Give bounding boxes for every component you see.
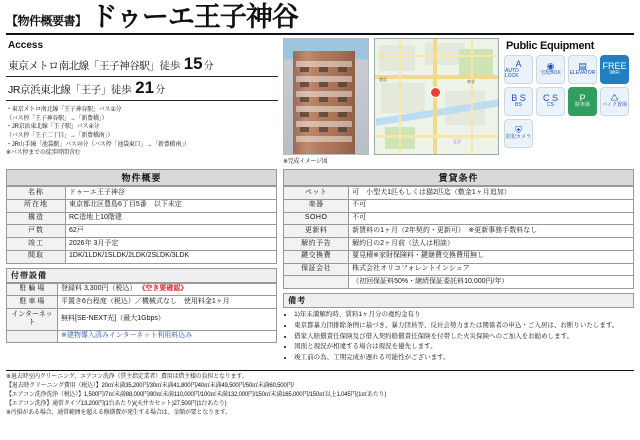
access-line-text: JR京浜東北線「王子」徒歩 <box>8 84 132 96</box>
bike-parking-icon <box>600 87 629 116</box>
table-row <box>284 238 634 251</box>
term-value: 解約日の2ヶ月前（法人は相談） <box>349 238 634 251</box>
access-note: ・JR京浜東北線「王子駅」バス④分 <box>6 124 100 131</box>
table-row <box>7 330 277 343</box>
delivery-box-glyph: ◉ <box>546 61 555 72</box>
access-line-text: 東京メトロ南北線「王子神谷駅」徒歩 <box>8 60 180 72</box>
table-row <box>7 225 277 238</box>
building-photo <box>283 38 369 155</box>
parking-glyph: P <box>579 93 586 104</box>
term-key: 保証会社 <box>284 263 349 276</box>
access-note: ・東京メトロ南北線「王子神谷駅」バス②分 <box>6 107 122 113</box>
auto-lock-icon <box>504 55 533 84</box>
overview-key: 竣工 <box>7 238 66 251</box>
footer-line: 【退去時クリーニング費用（税込）】20㎡未満35,200円/30㎡未満41,800円/40㎡未満49,500円/50㎡未満60,500円/ <box>6 382 294 389</box>
title-tag: 【物件概要書】 <box>6 14 87 28</box>
table-row <box>7 250 277 263</box>
elevator-label: ELEVATOR <box>569 70 596 77</box>
table-row <box>284 276 634 289</box>
overview-key: 所在地 <box>7 199 66 212</box>
footer-line: ※退去時室内クリーニング、エアコン洗浄（賃主指定業者）費用は借主様の負担となります。 <box>6 373 248 380</box>
table-row <box>7 199 277 212</box>
access-note: ※バス停までの徒歩時間含む <box>6 150 81 157</box>
term-value: 不可 <box>349 199 634 212</box>
public-equipment-title: Public Equipment <box>506 40 595 52</box>
facility-value: 平置き6台程度（税込）／機械式なし 使用料金1ヶ月 <box>58 296 277 309</box>
footer-notes <box>6 370 634 418</box>
remarks-heading: 備考 <box>283 293 634 308</box>
table-row <box>284 199 634 212</box>
access-line-minutes: 15 <box>183 54 203 73</box>
list-item: • 図面と現況が相違する場合は現況を優先します。 <box>294 342 631 352</box>
photo-caption: ※完成イメージ図 <box>283 159 328 165</box>
facilities-heading: 付帯設備 <box>6 268 277 283</box>
auto-lock-glyph: A <box>515 58 522 69</box>
overview-value: 1DK/1LDK/1SLDK/2LDK/2SLDK/3LDK <box>66 250 277 263</box>
public-equipment-block <box>504 38 634 165</box>
table-row <box>284 263 634 276</box>
term-value: 新賃料の1ヶ月（2年契約・更新可） ※更新事務手数料なし <box>349 225 634 238</box>
bs-antenna-icon <box>504 87 533 116</box>
facility-value: 無料[SE-NEXT光]（最大1Gbps） <box>58 309 277 331</box>
term-value: 株式会社オリコフォレントインシュア <box>349 263 634 276</box>
remarks-list <box>283 308 634 366</box>
overview-heading: 物件概要 <box>6 169 277 186</box>
access-label: Access <box>8 40 44 51</box>
facility-key: 駐 輪 場 <box>7 283 58 296</box>
bs-antenna-label: BS <box>515 102 522 109</box>
overview-key: 構造 <box>7 212 66 225</box>
table-row <box>284 212 634 225</box>
access-line-unit: 分 <box>203 61 214 72</box>
overview-block <box>6 169 277 366</box>
upper-section <box>6 38 634 165</box>
delivery-box-label: 宅配BOX <box>540 70 561 77</box>
building-photo-block <box>283 38 369 165</box>
term-key: SOHO <box>284 212 349 225</box>
list-item: • 東京都暴力団排除条例に基づき、暴力団員等、反社会勢力または関係者の申込・ご入居は、お断りいたします。 <box>294 321 631 331</box>
equipment-icon-grid <box>504 55 634 148</box>
term-value: （初回保証料50%・継続保証委託料10,000円/年） <box>349 276 634 289</box>
access-note: ・JR山手線「池袋駅」バス⑳分（バス停「池袋東口」→「新豊橋南」） <box>6 141 190 148</box>
parking-label: 駐車場 <box>574 102 590 109</box>
bike-parking-glyph: ♺ <box>610 93 619 104</box>
access-line-minutes: 21 <box>135 78 155 97</box>
access-notes <box>6 106 278 158</box>
term-key <box>284 276 349 289</box>
elevator-icon <box>568 55 597 84</box>
term-key: 解約予告 <box>284 238 349 251</box>
access-line <box>6 53 278 77</box>
overview-key: 間取 <box>7 250 66 263</box>
term-value: 不可 <box>349 212 634 225</box>
overview-value: 東京都北区豊島6丁目5番 以下未定 <box>66 199 277 212</box>
term-key: 鍵交換費 <box>284 250 349 263</box>
table-row <box>7 296 277 309</box>
facilities-table <box>6 283 277 344</box>
cs-antenna-label: CS <box>547 102 554 109</box>
bs-antenna-glyph: B S <box>511 93 526 104</box>
cs-antenna-glyph: C S <box>542 93 558 104</box>
facility-value: ※建物導入済みインターネット利用料込み <box>58 330 277 343</box>
bike-parking-label: バイク置場 <box>602 102 627 109</box>
table-row <box>7 283 277 296</box>
terms-heading: 賃貸条件 <box>283 169 634 186</box>
facility-value-cell <box>58 283 277 296</box>
page-title <box>6 4 634 35</box>
security-camera-icon <box>504 119 533 148</box>
overview-value: 2026年 3月予定 <box>66 238 277 251</box>
term-key: ペット <box>284 187 349 200</box>
table-row <box>284 187 634 200</box>
overview-value: RC造地上10階建 <box>66 212 277 225</box>
footer-line: 【エアコン洗浄洗浄（税込）】1,500円/7㎡未満88,000円/80㎡未満110,000円/100㎡未満132,000円/150㎡未満165,000円/150㎡以上1,045円(1㎡あたり) <box>6 391 387 398</box>
footer-line: 【エアコン洗浄】通常タイプ13,200円(1台あたり)/(天井カセット)27,500円(1台あたり) <box>6 400 227 407</box>
facility-key <box>7 330 58 343</box>
terms-block <box>283 169 634 366</box>
security-camera-label: 防犯カメラ <box>505 134 531 141</box>
property-name: ドゥーエ王子神谷 <box>90 2 298 32</box>
facility-key: 駐 車 場 <box>7 296 58 309</box>
security-camera-glyph: ⛨ <box>515 125 522 136</box>
term-key: 楽器 <box>284 199 349 212</box>
free-wifi-glyph: FREE <box>602 61 627 72</box>
overview-key: 名称 <box>7 187 66 200</box>
main-section <box>6 169 634 366</box>
overview-value: 62戸 <box>66 225 277 238</box>
overview-table <box>6 186 277 264</box>
free-wifi-icon <box>600 55 629 84</box>
term-value: 要見積※家財保険料・鍵継費交換費用無し <box>349 250 634 263</box>
access-note: （バス停「王子二丁目」→「新豊橋南」） <box>6 133 114 140</box>
location-map <box>374 38 499 165</box>
footer-line: ※汚損がある場合、通常範囲を超える修繕費が発生する場合は、金額が要となります。 <box>6 409 231 416</box>
facility-value: 登録料 3,300円（税込） <box>61 285 137 292</box>
table-row <box>7 309 277 331</box>
table-row <box>7 212 277 225</box>
table-row <box>284 250 634 263</box>
map-canvas: 豊島 王子 神谷 <box>374 38 499 155</box>
facility-availability-note: 《空き要確認》 <box>138 285 188 292</box>
auto-lock-label: AUTO LOCK <box>505 67 519 79</box>
access-block <box>6 38 278 165</box>
delivery-box-icon <box>536 55 565 84</box>
access-note: （バス停「王子神谷駅」→「新豊橋」） <box>6 115 108 122</box>
cs-antenna-icon <box>536 87 565 116</box>
list-item: • 竣工前の為、工期完成が遅れる可能性がございます。 <box>294 353 631 363</box>
elevator-glyph: ▤ <box>578 61 587 72</box>
table-row <box>284 225 634 238</box>
table-row <box>7 187 277 200</box>
table-row <box>7 238 277 251</box>
building-illustration <box>293 51 355 155</box>
free-wifi-label: WiFi <box>609 70 620 77</box>
access-line <box>6 77 278 101</box>
term-key: 更新料 <box>284 225 349 238</box>
map-pin <box>430 87 441 98</box>
access-line-unit: 分 <box>155 85 166 96</box>
parking-icon <box>568 87 597 116</box>
list-item: • 1)年未満解約時、賃料1ヶ月分の違約金有り <box>294 310 631 320</box>
list-item: • 借家人賠償責任保険及び借入契約賠償責任保険を付帯した火災保険へのご加入をお勧めします。 <box>294 332 631 342</box>
term-value: 可 小型犬1匹もしくは猫2匹迄（敷金1ヶ月追加） <box>349 187 634 200</box>
overview-key: 戸数 <box>7 225 66 238</box>
overview-value: ドゥーエ王子神谷 <box>66 187 277 200</box>
terms-table <box>283 186 634 289</box>
facility-key: インターネット <box>7 309 58 331</box>
